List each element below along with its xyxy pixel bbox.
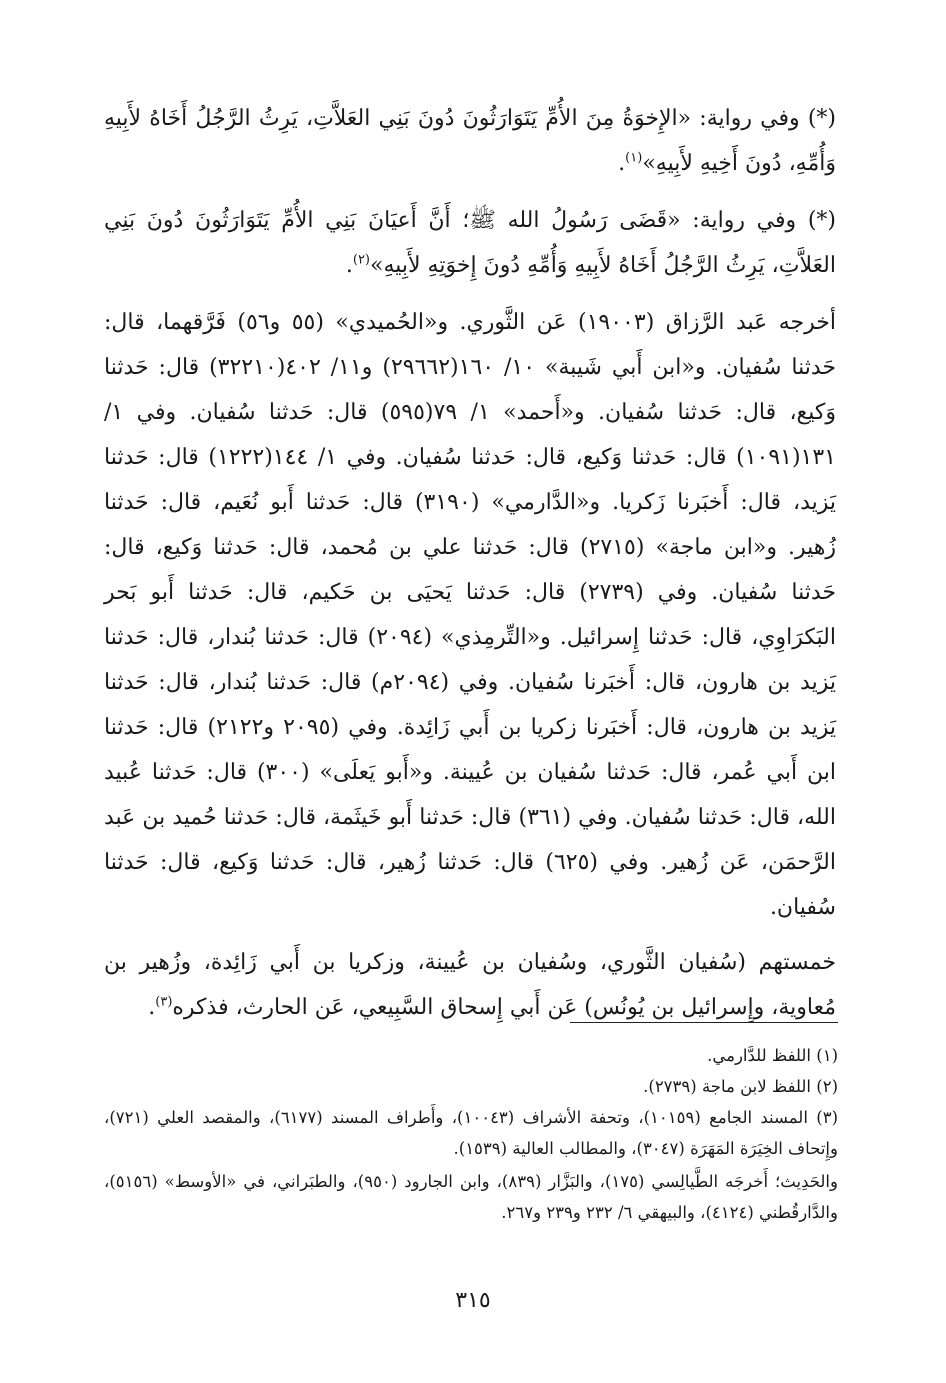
main-text [104, 96, 836, 1040]
page-number: ٣١٥ [455, 1288, 491, 1313]
footnote-2: (٢) اللفظ لابن ماجة (٢٧٣٩). [643, 1077, 838, 1096]
narration-end: . [345, 253, 353, 278]
footnote-ref-2: (٢) [352, 252, 370, 268]
takhrij-paragraph: أخرجه عَبد الرَّزاق (١٩٠٠٣) عَن الثَّوري. و«الحُميدي» (٥٥ و٥٦) فَرَّقهما، قال: حَدثنا سُفيان. و«ابن أَبي شَيبة» ١٠/ ١٦٠(٢٩٦٦٢) و١١/ ٤٠٢(٣٢٢١٠) قال: حَدثنا وَكيع، قال: حَدثنا سُفيان. و«أَحمد» ١/ ٧٩(٥٩٥) قال: حَدثنا سُفيان. وفي ١/ ١٣١(١٠٩١) قال: حَدثنا وَكيع، قال: حَدثنا سُفيان. وفي ١/ ١٤٤(١٢٢٢) قال: حَدثنا يَزيد، قال: أَخبَرنا زَكريا. و«الدَّارمي» (٣١٩٠) قال: حَدثنا أَبو نُعَيم، قال: حَدثنا زُهير. و«ابن ماجة» (٢٧١٥) قال: حَدثنا علي بن مُحمد، قال: حَدثنا وَكيع، قال: حَدثنا سُفيان. وفي (٢٧٣٩) قال: حَدثنا يَحيَى بن حَكيم، قال: حَدثنا أَبو بَحر البَكرَاوِي، قال: حَدثنا إِسرائيل. و«التِّرمِذي» (٢٠٩٤) قال: حَدثنا بُندار، قال: حَدثنا يَزيد بن هارون، قال: أَخبَرنا سُفيان. وفي (٢٠٩٤م) قال: حَدثنا بُندار، قال: حَدثنا يَزيد بن هارون، قال: أَخبَرنا زكريا بن أَبي زَائِدة. وفي (٢٠٩٥ و٢١٢٢) قال: حَدثنا ابن أَبي عُمر، قال: حَدثنا سُفيان بن عُيينة. و«أَبو يَعلَى» (٣٠٠) قال: حَدثنا عُبيد الله، قال: حَدثنا سُفيان. وفي (٣٦١) قال: حَدثنا أَبو خَيثَمة، قال: حَدثنا حُميد بن عَبد الرَّحمَن، عَن زُهير. وفي (٦٢٥) قال: حَدثنا زُهير، قال: حَدثنا وَكيع، قال: حَدثنا سُفيان. [104, 310, 837, 920]
narration-end: . [618, 151, 626, 176]
footnote-3-continuation: والحَدِيث؛ أَخرجَه الطَّيالِسي (١٧٥)، والبَزَّار (٨٣٩)، وابن الجارود (٩٥٠)، والطبَراني، في «الأوسط» (٥١٥٦)، والدَّارقُطني (٤١٢٤)، والبيهقي ٦/ ٢٣٢ و٢٣٩ و٢٦٧. [104, 1172, 838, 1222]
footnote-3: (٣) المسند الجامع (١٠١٥٩)، وتحفة الأشراف (١٠٠٤٣)، وأَطراف المسند (٦١٧٧)، والمقصد العلي (٧٢١)، وإِتحاف الخِيَرَة المَهَرَة (٣٠٤٧)، والمطالب العالية (١٥٣٩). [104, 1108, 838, 1158]
footnotes [104, 1040, 838, 1228]
summary-paragraph [104, 940, 836, 1030]
narration-2 [104, 198, 836, 288]
summary-end: . [148, 995, 156, 1020]
narration-text: (*) وفي رواية: «الإِخوَةُ مِنَ الأُمِّ يَتَوَارَثُونَ دُونَ بَنِي العَلاَّتِ، يَرِثُ الرَّجُلُ أَخَاهُ لأَبِيهِ وَأُمِّهِ، دُونَ أَخِيهِ لأَبِيهِ» [104, 106, 836, 176]
footnote-ref-1: (١) [625, 150, 643, 166]
summary-text: خمستهم (سُفيان الثَّوري، وسُفيان بن عُيينة، وزكريا بن أَبي زَائِدة، وزُهير بن مُعاوية، وإِسرائيل بن يُونُس) عَن أَبي إِسحاق السَّبِيعي، عَن الحارث، فذكره [104, 950, 836, 1020]
narration-text: (*) وفي رواية: «قَضَى رَسُولُ الله ﷺ؛ أَنَّ أَعيَانَ بَنِي الأُمِّ يَتَوَارَثُونَ دُونَ بَنِي العَلاَّتِ، يَرِثُ الرَّجُلُ أَخَاهُ لأَبِيهِ وَأُمِّهِ دُونَ إِخوَتِهِ لأَبِيهِ» [104, 208, 836, 278]
footnote-ref-3: (٣) [155, 994, 173, 1010]
footnote-separator [570, 1022, 838, 1023]
footnote-1: (١) اللفظ للدَّارمي. [707, 1046, 838, 1065]
narration-1 [104, 96, 836, 186]
